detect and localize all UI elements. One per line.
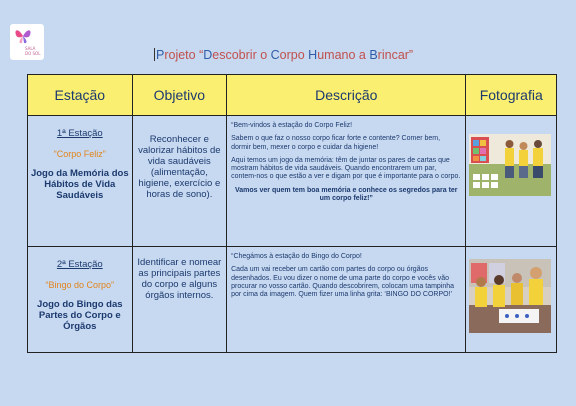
station-game: Jogo do Bingo das Partes do Corpo e Órgãos [37, 299, 123, 332]
title-initial: C [270, 48, 280, 62]
title-initial: P [156, 48, 165, 62]
station-number: 2ª Estação [56, 259, 103, 270]
table-row [28, 116, 557, 247]
description-line: Aqui temos um jogo da memória: têm de juntar os pares de cartas que mostram hábitos de vida saudáveis. Quando encontrarem um par, contem-nos o que estão a ver e digam por que é importante para o corpo. [231, 156, 461, 181]
description-line: Cada um vai receber um cartão com partes do corpo ou órgãos desenhados. Eu vou dizer o nome de uma parte do corpo e vocês vão procurar no vosso cartão. Quando descobrirem, colocam uma tampinha por cima da imagem. Quem fizer uma linha grita: ‘BINGO DO CORPO!’ [231, 266, 455, 299]
title-segment: rojeto “ [164, 48, 204, 62]
title-segment: umano a [317, 48, 370, 62]
description-closing: Vamos ver quem tem boa memória e conhece os segredos para ter um corpo feliz!” [235, 186, 458, 203]
station-name: “Bingo do Corpo” [45, 280, 115, 290]
title-segment: orpo [279, 48, 309, 62]
photo-cell [466, 116, 557, 247]
description-cell [227, 247, 466, 353]
logo-text: SALA DO SOL [25, 46, 41, 56]
text-cursor [154, 48, 155, 61]
stations-table [27, 74, 557, 353]
header-objetivo: Objetivo [132, 75, 227, 116]
objective-cell: Reconhecer e valorizar hábitos de vida saudáveis (alimentação, higiene, exercício e horas de sono). [132, 116, 227, 247]
description-cell [227, 116, 466, 247]
description-line: Sabem o que faz o nosso corpo ficar forte e contente? Comer bem, dormir bem, mexer o corpo e cuidar da higiene! [231, 135, 441, 151]
header-fotografia: Fotografia [466, 75, 557, 116]
photo-cell [466, 247, 557, 353]
title-segment: escobrir o [212, 48, 271, 62]
logo [10, 24, 44, 60]
title-segment: rincar” [377, 48, 414, 62]
page-title [154, 48, 444, 62]
station-name: “Corpo Feliz” [53, 149, 106, 159]
description-line: “Bem-vindos à estação do Corpo Feliz! [231, 122, 353, 129]
title-initial: B [369, 48, 378, 62]
title-initial: D [203, 48, 213, 62]
objective-cell: Identificar e nomear as principais partes do corpo e alguns órgãos internos. [132, 247, 227, 353]
table-row [28, 247, 557, 353]
table-header-row [28, 75, 557, 116]
station-number: 1ª Estação [56, 128, 103, 139]
butterfly-icon [14, 26, 32, 46]
header-descricao: Descrição [227, 75, 466, 116]
photo-bingo-game [469, 259, 551, 333]
station-cell [28, 247, 133, 353]
title-initial: H [308, 48, 318, 62]
description-line: “Chegámos à estação do Bingo do Corpo! [231, 253, 362, 260]
station-cell [28, 116, 133, 247]
station-game: Jogo da Memória dos Hábitos de Vida Saudáveis [30, 168, 129, 201]
photo-memory-game [469, 134, 551, 196]
header-estacao: Estação [28, 75, 133, 116]
